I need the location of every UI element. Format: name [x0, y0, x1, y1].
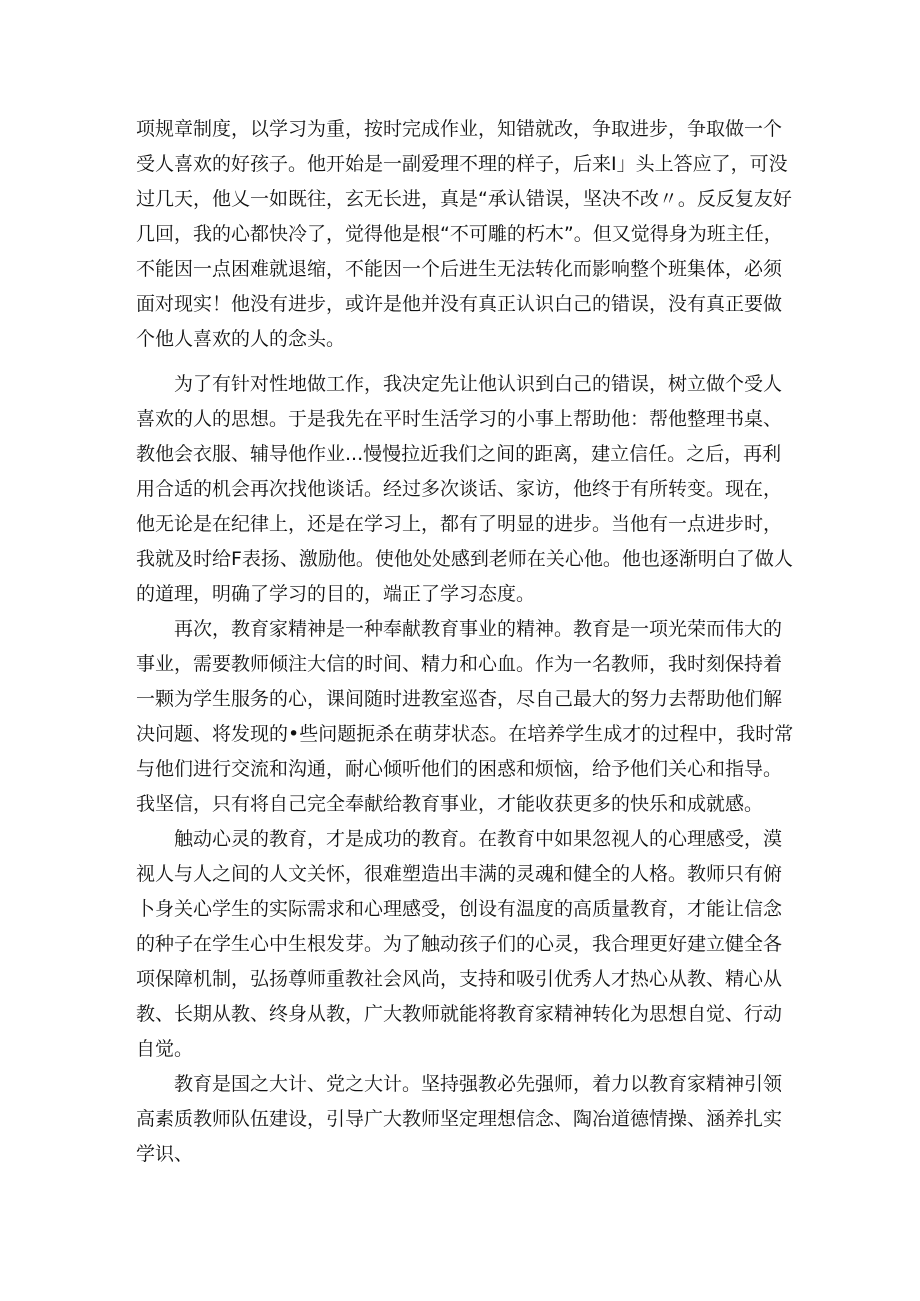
- paragraph-5: 教育是国之大计、党之大计。坚持强教必先强师，着力以教育家精神引领高素质教师队伍建设，引导广大教师坚定理想信念、陶冶道德情操、涵养扎实学识、: [136, 1073, 783, 1165]
- paragraph-4: 触动心灵的教育，才是成功的教育。在教育中如果忽视人的心理感受，漠视人与人之间的人文关怀，很难塑造出丰满的灵魂和健全的人格。教师只有俯卜身关心学生的实际需求和心理感受，创设有温度的高质量教育，才能让信念的种子在学生心中生根发芽。为了触动孩子们的心灵，我合理更好建立健全各项保障机制，弘扬尊师重教社会风尚，支持和吸引优秀人才热心从教、精心从教、长期从教、终身从教，广大教师就能将教育家精神转化为思想自觉、行动自觉。: [136, 828, 783, 1060]
- document-body: [136, 112, 796, 1172]
- paragraph-1: 项规章制度，以学习为重，按时完成作业，知错就改，争取进步，争取做一个受人喜欢的好孩子。他开始是一副爱理不理的样子，后来Ⅰ」头上答应了，可没过几天，他乂一如既往，玄无长进，真是“承认错误，坚决不改〃。反反复友好几回，我的心都快冷了，觉得他是根“不可雕的朽木”。但又觉得身为班主任，不能因一点困难就退缩，不能因一个后进生无法转化而影响整个班集体，必须面对现实！他没有进步，或许是他并没有真正认识白己的错误，没有真正要做个他人喜欢的人的念头。: [136, 118, 792, 350]
- paragraph-2: 为了有针对性地做工作，我决定先让他认识到白己的错误，树立做个受人喜欢的人的思想。于是我先在平时生活学习的小事上帮助他：帮他整理书桌、教他会衣服、辅导他作业...慢慢拉近我们之间的距离，建立信任。之后，再利用合适的机会再次找他谈话。经过多次谈话、家访，他终于有所转变。现在，他无论是在纪律上，还是在学习上，都有了明显的进步。当他有一点进步时，我就及时给F表扬、激励他。使他处处感到老师在关心他。他也逐渐明白了做人的道理，明确了学习的目的，端正了学习态度。: [136, 373, 793, 605]
- paragraph-3: 再次，教育家精神是一种奉献教育事业的精神。教育是一项光荣而伟大的事业，需要教师倾注大信的时间、精力和心血。作为一名教师，我时刻保持着一颗为学生服务的心，课间随时进教室巡杳，尽自己最大的努力去帮助他们解决问题、将发现的•些问题扼杀在萌芽状态。在培养学生成才的过程中，我时常与他们进行交流和沟通，耐心倾听他们的困惑和烦恼，给予他们关心和指导。我坚信，只有将自己完全奉献给教育事业，才能收获更多的快乐和成就感。: [136, 618, 794, 815]
